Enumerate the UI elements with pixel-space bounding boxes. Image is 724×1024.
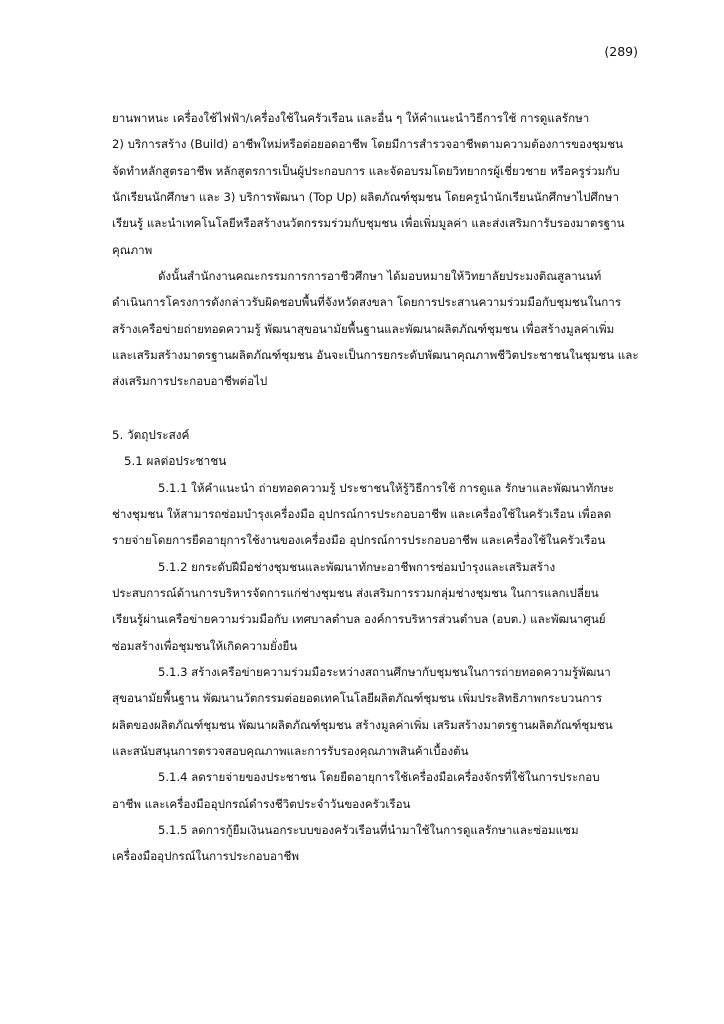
paragraph-line: ดังนั้นสำนักงานคณะกรรมการการอาชีวศึกษา ได้มอบหมายให้วิทยาลัยประมงติณสูลานนท์ <box>158 269 602 283</box>
paragraph-line: ประสบการณ์ด้านการบริหารจัดการแก่ช่างชุมชน ส่งเสริมการรวมกลุ่มช่างชุมชน ในการแลกเปลี่ยน <box>112 586 599 600</box>
paragraph-line: 5.1.1 ให้คำแนะนำ ถ่ายทอดความรู้ ประชาชนให้รู้วิธีการใช้ การดูแล รักษาและพัฒนาทักษะ <box>158 481 615 495</box>
paragraph-line: คุณภาพ <box>112 243 153 257</box>
paragraph-line: เครื่องมืออุปกรณ์ในการประกอบอาชีพ <box>112 849 299 863</box>
paragraph-line: อาชีพ และเครื่องมืออุปกรณ์ดำรงชีวิตประจำวันของครัวเรือน <box>112 797 411 811</box>
paragraph-line: 5.1.5 ลดการกู้ยืมเงินนอกระบบของครัวเรือนที่นำมาใช้ในการดูแลรักษาและซ่อมแซม <box>158 823 579 837</box>
paragraph-line: จัดทำหลักสูตรอาชีพ หลักสูตรการเป็นผู้ประกอบการ และจัดอบรมโดยวิทยากรผู้เชี่ยวชาย หรือครูร่วมกับ <box>112 164 620 178</box>
paragraph-line: 5.1.3 สร้างเครือข่ายความร่วมมือระหว่างสถานศึกษากับชุมชนในการถ่ายทอดความรู้พัฒนา <box>158 665 611 679</box>
paragraph-line: ผลิตของผลิตภัณฑ์ชุมชน พัฒนาผลิตภัณฑ์ชุมชน สร้างมูลค่าเพิ่ม เสริมสร้างมาตรฐานผลิตภัณฑ์ชุมชน <box>112 718 613 732</box>
paragraph-line: 2) บริการสร้าง (Build) อาชีพใหม่หรือต่อยอดอาชีพ โดยมีการสำรวจอาชีพตามความต้องการของชุมชน <box>112 137 624 151</box>
page-number: (289) <box>604 44 638 59</box>
paragraph-line: สุขอนามัยพื้นฐาน พัฒนานวัตกรรมต่อยอดเทคโนโลยีผลิตภัณฑ์ชุมชน เพิ่มประสิทธิภาพกระบวนการ <box>112 691 603 705</box>
paragraph-line: และสนับสนุนการตรวจสอบคุณภาพและการรับรองคุณภาพสินค้าเบื้องต้น <box>112 744 469 758</box>
subsection-heading: 5.1 ผลต่อประชาชน <box>124 454 227 468</box>
paragraph-line: และเสริมสร้างมาตรฐานผลิตภัณฑ์ชุมชน อันจะเป็นการยกระดับพัฒนาคุณภาพชีวิตประชาชนในชุมชน และ <box>112 348 639 362</box>
paragraph-line: ซ่อมสร้างเพื่อชุมชนให้เกิดความยั่งยืน <box>112 639 298 653</box>
paragraph-line: นักเรียนนักศึกษา และ 3) บริการพัฒนา (Top Up) ผลิตภัณฑ์ชุมชน โดยครูนำนักเรียนนักศึกษาไปศึกษา <box>112 190 619 204</box>
paragraph-line: รายจ่ายโดยการยืดอายุการใช้งานของเครื่องมือ อุปกรณ์การประกอบอาชีพ และเครื่องใช้ในครัวเรือน <box>112 533 606 547</box>
paragraph-line: ช่างชุมชน ให้สามารถซ่อมบำรุงเครื่องมือ อุปกรณ์การประกอบอาชีพ และเครื่องใช้ในครัวเรือน เพื่อลด <box>112 507 612 521</box>
paragraph-line: ยานพาหนะ เครื่องใช้ไฟฟ้า/เครื่องใช้ในครัวเรือน และอื่น ๆ ให้คำแนะนำวิธีการใช้ การดูแลรักษา <box>112 111 590 125</box>
paragraph-line: ส่งเสริมการประกอบอาชีพต่อไป <box>112 374 268 388</box>
paragraph-line: ดำเนินการโครงการดังกล่าวรับผิดชอบพื้นที่จังหวัดสงขลา โดยการประสานความร่วมมือกับชุมชนในการ <box>112 295 622 309</box>
paragraph-line: เรียนรู้ผ่านเครือข่ายความร่วมมือกับ เทศบาลตำบล องค์การบริหารส่วนตำบล (อบต.) และพัฒนาศูนย์ <box>112 612 606 626</box>
paragraph-line: สร้างเครือข่ายถ่ายทอดความรู้ พัฒนาสุขอนามัยพื้นฐานและพัฒนาผลิตภัณฑ์ชุมชน เพื่อสร้างมูลค่าเพิ่ม <box>112 322 615 336</box>
paragraph-line: 5.1.4 ลดรายจ่ายของประชาชน โดยยืดอายุการใช้เครื่องมือเครื่องจักรที่ใช้ในการประกอบ <box>158 770 600 784</box>
section-heading: 5. วัตถุประสงค์ <box>112 428 190 442</box>
paragraph-line: 5.1.2 ยกระดับฝีมือช่างชุมชนและพัฒนาทักษะอาชีพการซ่อมบำรุงและเสริมสร้าง <box>158 560 556 574</box>
paragraph-line: เรียนรู้ และนำเทคโนโลยีหรือสร้างนวัตกรรมร่วมกับชุมชน เพื่อเพิ่มมูลค่า และส่งเสริมการับรองมาตรฐาน <box>112 216 625 230</box>
